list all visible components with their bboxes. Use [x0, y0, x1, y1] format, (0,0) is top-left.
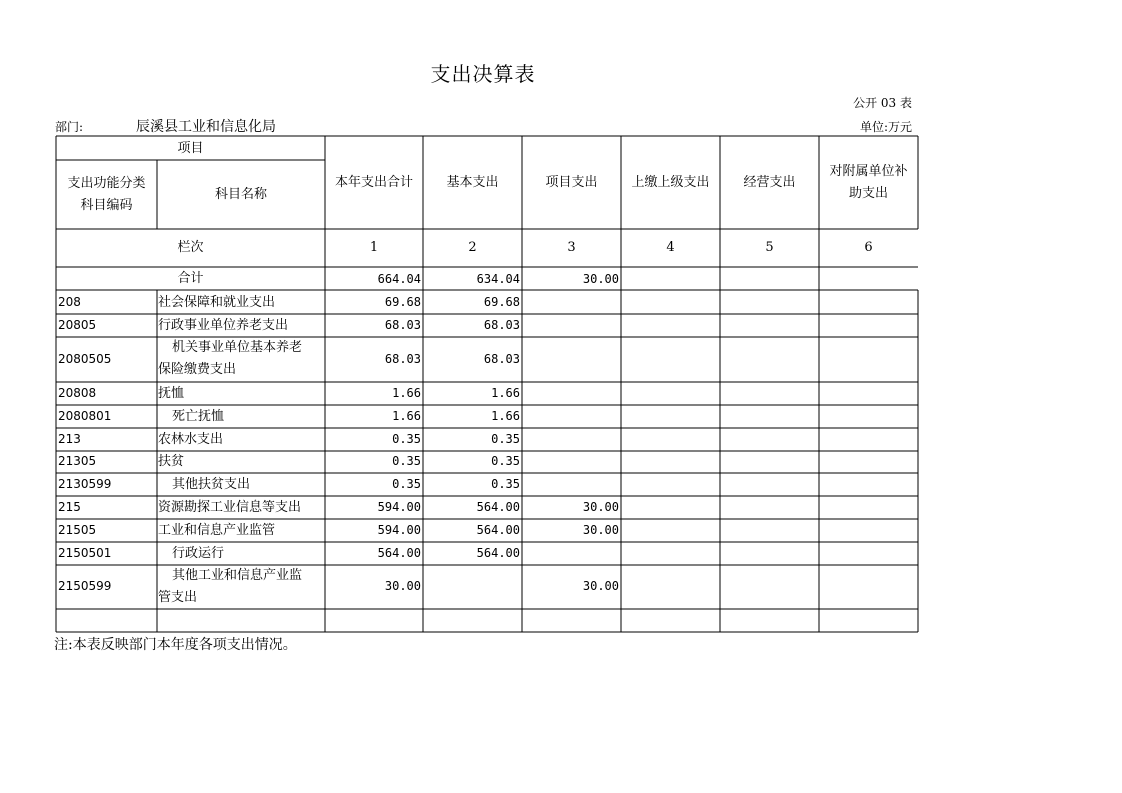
table-row-basic: 0.35: [491, 477, 520, 491]
column-index-2: 2: [468, 240, 477, 255]
table-row-total: 1.66: [392, 409, 421, 423]
summary-label: 合计: [177, 271, 204, 286]
column-index-6: 6: [864, 240, 873, 255]
table-row-code: 20805: [58, 318, 97, 332]
table-row-total: 0.35: [392, 454, 421, 468]
table-row-total: 68.03: [384, 318, 421, 332]
table-row-code: 20808: [58, 386, 97, 400]
table-row-name: 扶贫: [158, 454, 185, 469]
header-basic: 基本支出: [446, 175, 499, 190]
table-row-basic: 564.00: [476, 500, 520, 514]
table-row-code: 2080801: [58, 409, 112, 423]
table-row-project: 30.00: [582, 500, 619, 514]
table-row-name: 死亡抚恤: [172, 409, 225, 424]
table-row-code: 215: [58, 500, 81, 514]
header-project: 项目支出: [545, 175, 598, 190]
column-index-4: 4: [666, 240, 675, 255]
table-row-basic: 68.03: [483, 318, 520, 332]
table-row-code: 21505: [58, 523, 97, 537]
table-row-name-line1: 机关事业单位基本养老: [172, 340, 303, 355]
header-name: 科目名称: [214, 187, 267, 202]
table-row-project: 30.00: [582, 523, 619, 537]
header-code: [56, 173, 157, 217]
table-row-name: 行政事业单位养老支出: [158, 318, 289, 333]
table-row-name: 资源勘探工业信息等支出: [158, 500, 302, 515]
column-index-5: 5: [765, 240, 774, 255]
table-row-code: 2080505: [58, 352, 112, 366]
table-row-total: 69.68: [384, 295, 421, 309]
table-row-name: 社会保障和就业支出: [158, 295, 276, 310]
table-row-basic: 1.66: [491, 386, 520, 400]
header-item: 项目: [177, 141, 204, 156]
summary-project: 30.00: [582, 272, 619, 286]
department-name: 辰溪县工业和信息化局: [136, 119, 276, 135]
table-row-name: 工业和信息产业监管: [158, 523, 276, 538]
table-row-basic: 564.00: [476, 546, 520, 560]
table-row-name-line2: 保险缴费支出: [158, 362, 237, 377]
table-row-name-line2: 管支出: [158, 590, 198, 605]
table-row-basic: 1.66: [491, 409, 520, 423]
table-note: 注:本表反映部门本年度各项支出情况。: [54, 637, 297, 653]
header-subsidy-line2: 助支出: [848, 186, 888, 201]
column-index-label: 栏次: [177, 240, 204, 255]
header-business: 经营支出: [743, 175, 796, 190]
table-row-name: 行政运行: [172, 546, 225, 561]
table-row-code: 2150501: [58, 546, 112, 560]
header-subsidy: [819, 161, 918, 205]
summary-total: 664.04: [377, 272, 421, 286]
table-row-basic: 0.35: [491, 432, 520, 446]
unit-label: 单位:万元: [859, 120, 912, 134]
table-row-code: 208: [58, 295, 81, 309]
form-number: 公开 03 表: [853, 96, 912, 110]
header-upper: 上缴上级支出: [631, 175, 710, 190]
table-row-name: 农林水支出: [158, 432, 224, 447]
table-row-code: 213: [58, 432, 81, 446]
table-row-total: 68.03: [384, 352, 421, 366]
table-row-code: 2150599: [58, 579, 112, 593]
table-row-total: 564.00: [377, 546, 421, 560]
table-row-basic: 564.00: [476, 523, 520, 537]
table-row-code: 2130599: [58, 477, 112, 491]
table-row-basic: 68.03: [483, 352, 520, 366]
table-row-basic: 69.68: [483, 295, 520, 309]
table-row-name-line1: 其他工业和信息产业监: [172, 568, 303, 583]
table-row-project: 30.00: [582, 579, 619, 593]
table-row-total: 594.00: [377, 500, 421, 514]
column-index-3: 3: [567, 240, 576, 255]
header-total: 本年支出合计: [334, 175, 413, 190]
table-row-total: 30.00: [384, 579, 421, 593]
table-row-total: 0.35: [392, 477, 421, 491]
page-title: 支出决算表: [430, 62, 536, 86]
table-row-total: 594.00: [377, 523, 421, 537]
table-row-name: 抚恤: [158, 386, 185, 401]
header-subsidy-line1: 对附属单位补: [829, 164, 908, 179]
table-row-name: 其他扶贫支出: [172, 477, 251, 492]
header-code-line2: 科目编码: [80, 198, 133, 213]
header-code-line1: 支出功能分类: [67, 176, 146, 191]
table-row-total: 1.66: [392, 386, 421, 400]
summary-basic: 634.04: [476, 272, 520, 286]
table-row-basic: 0.35: [491, 454, 520, 468]
table-row-code: 21305: [58, 454, 97, 468]
table-row-total: 0.35: [392, 432, 421, 446]
column-index-1: 1: [369, 240, 379, 255]
department-label: 部门:: [55, 120, 84, 134]
